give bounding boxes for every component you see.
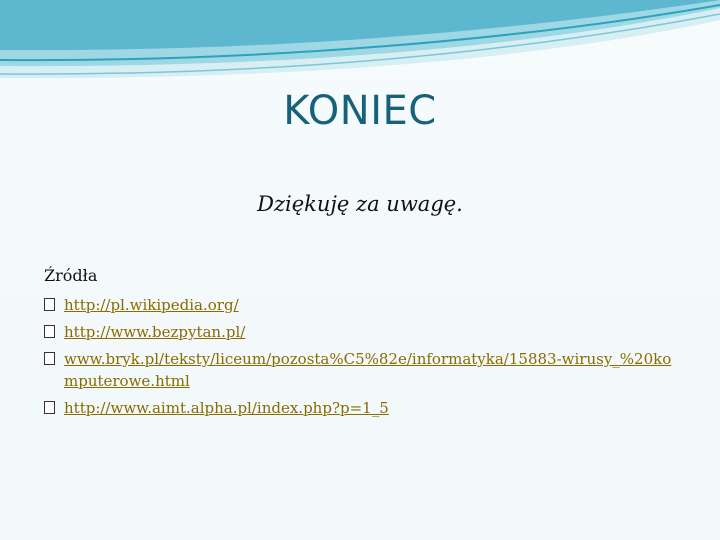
source-link[interactable]: www.bryk.pl/teksty/liceum/pozosta%C5%82e/informatyka/15883-wirusy_%20komputerowe.html	[64, 350, 672, 390]
square-bullet-icon	[44, 401, 55, 414]
source-item	[44, 321, 684, 343]
source-link[interactable]: http://pl.wikipedia.org/	[64, 296, 239, 314]
slide-subtitle: Dziękuję za uwagę.	[257, 192, 463, 216]
header-wave-decoration	[0, 0, 720, 90]
square-bullet-icon	[44, 298, 55, 311]
sources-list	[44, 294, 684, 424]
source-link[interactable]: http://www.aimt.alpha.pl/index.php?p=1_5	[64, 399, 389, 417]
sources-heading: Źródła	[44, 266, 98, 285]
source-link[interactable]: http://www.bezpytan.pl/	[64, 323, 246, 341]
square-bullet-icon	[44, 352, 55, 365]
source-item	[44, 397, 684, 419]
source-item	[44, 294, 684, 316]
slide-title: KONIEC	[283, 88, 437, 134]
square-bullet-icon	[44, 325, 55, 338]
source-item	[44, 348, 684, 392]
